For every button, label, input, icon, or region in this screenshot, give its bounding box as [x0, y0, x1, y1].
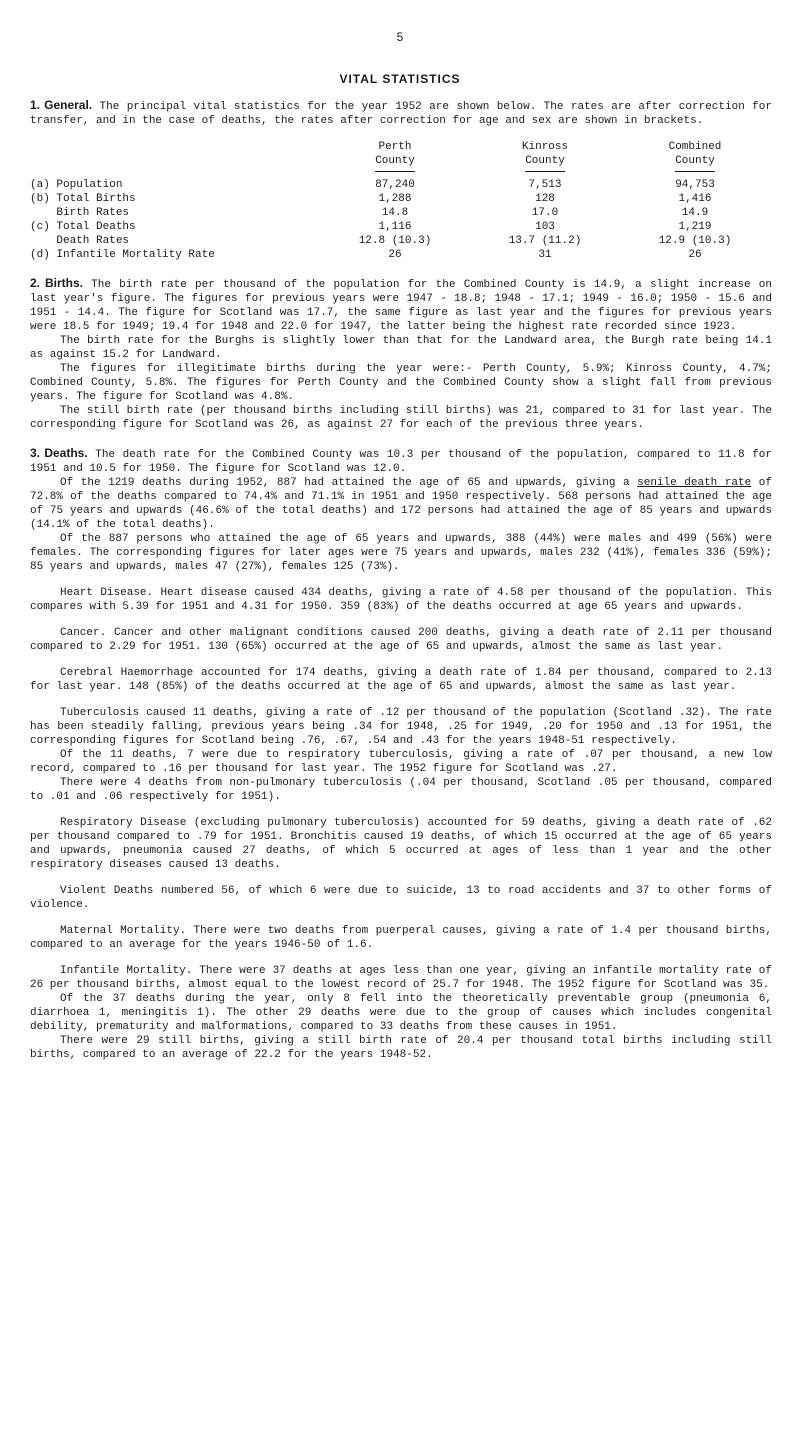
cell-perth: 1,288	[378, 193, 412, 205]
page-number: 5	[396, 30, 404, 44]
cell-perth: 14.8	[381, 207, 409, 219]
row-label: (c) Total Deaths	[30, 221, 136, 233]
table-row	[30, 220, 770, 234]
col-header-perth: Perth	[378, 141, 412, 153]
tuberculosis-paragraph-3: There were 4 deaths from non-pulmonary tuberculosis (.04 per thousand, Scotland .05 per thousand, compared to .01 and .06 respectively for 1951).	[30, 777, 772, 803]
row-label: (a) Population	[30, 179, 123, 191]
document-body	[30, 98, 772, 1062]
cerebral-haemorrhage-paragraph: Cerebral Haemorrhage accounted for 174 deaths, giving a death rate of 1.84 per thousand, compared to 2.13 for last year. 148 (85%) of the deaths occurred at the age of 65 and upwards, almost the same as last year.	[30, 667, 772, 693]
deaths-paragraph-3: Of the 887 persons who attained the age of 65 years and upwards, 388 (44%) were males and 499 (56%) were females. The corresponding figures for later ages were 75 years and upwards, males 232 (41%), females 336 (59%); 85 years and upwards, males 47 (27%), females 125 (73%).	[30, 533, 772, 573]
vital-statistics-table	[30, 140, 770, 262]
col-header-kinross: Kinross	[521, 141, 569, 153]
general-text: The principal vital statistics for the year 1952 are shown below. The rates are after correction for transfer, and in the case of deaths, the rates after correction for age and sex are shown in brackets.	[30, 101, 772, 127]
table-row	[30, 234, 770, 248]
births-paragraph-3: The figures for illegitimate births during the year were:- Perth County, 5.9%; Kinross County, 4.7%; Combined County, 5.8%. The figures for Perth County and the Combined County show a slight fall from previous years. The figure for Scotland was 4.8%.	[30, 363, 772, 403]
infantile-mortality-paragraph-2: Of the 37 deaths during the year, only 8 fell into the theoretically preventable group (pneumonia 6, diarrhoea 1, meningitis 1). The other 29 deaths were due to the group of causes which includes congenital debility, prematurity and malformations, compared to 33 deaths from these causes in 1951.	[30, 993, 772, 1033]
senile-death-rate-term: senile death rate	[637, 477, 752, 489]
tuberculosis-paragraph-2: Of the 11 deaths, 7 were due to respiratory tuberculosis, giving a rate of .07 per thousand, a new low record, compared to .16 per thousand for last year. The 1952 figure for Scotland was .27.	[30, 749, 772, 775]
births-heading: 2. Births.	[30, 276, 83, 290]
cell-kinross: 13.7 (11.2)	[508, 235, 582, 247]
cell-kinross: 103	[535, 221, 555, 233]
row-label: Birth Rates	[30, 207, 130, 219]
cancer-paragraph: Cancer. Cancer and other malignant conditions caused 200 deaths, giving a death rate of 2.11 per thousand compared to 2.29 for 1951. 130 (65%) occurred at the age of 65 and upwards, almost the same as last year.	[30, 627, 772, 653]
deaths-paragraph-2: Of the 1219 deaths during 1952, 887 had attained the age of 65 and upwards, giving a senile death rate of 72.8% of the deaths compared to 74.4% and 71.1% in 1951 and 1950 respectively. 568 persons had attained the age of 75 years and upwards (46.6% of the total deaths) and 172 persons had attained the age of 85 years and upwards (14.1% of the total deaths).	[30, 477, 772, 531]
cell-combined: 14.9	[681, 207, 709, 219]
general-heading: 1. General.	[30, 98, 93, 112]
tuberculosis-paragraph-1: Tuberculosis caused 11 deaths, giving a rate of .12 per thousand of the population (Scotland .32). The rate has been steadily falling, previous years being .34 for 1948, .25 for 1949, .20 for 1950 and .13 for 1951, the corresponding figures for Scotland being .76, .67, .54 and .43 for the years 1948-51 respectively.	[30, 707, 772, 747]
col-subheader-kinross: County	[525, 154, 565, 172]
row-label: Death Rates	[30, 235, 130, 247]
table-row	[30, 192, 770, 206]
table-row	[30, 248, 770, 262]
cell-kinross: 128	[535, 193, 555, 205]
cell-kinross: 17.0	[531, 207, 559, 219]
cell-kinross: 31	[538, 249, 552, 261]
cell-perth: 1,116	[378, 221, 412, 233]
deaths-paragraph-1: 3. Deaths. The death rate for the Combined County was 10.3 per thousand of the population, compared to 11.8 for 1951 and 10.5 for 1950. The figure for Scotland was 12.0.	[30, 446, 772, 475]
col-subheader-perth: County	[375, 154, 415, 172]
page-title: VITAL STATISTICS	[339, 72, 461, 86]
general-section	[30, 98, 772, 128]
cell-combined: 26	[688, 249, 702, 261]
table-row	[30, 178, 770, 192]
cell-combined: 1,219	[678, 221, 712, 233]
infantile-mortality-paragraph-1: Infantile Mortality. There were 37 deaths at ages less than one year, giving an infantile mortality rate of 26 per thousand births, almost equal to the lowest record of 25.7 for 1948. The 1952 figure for Scotland was 35.	[30, 965, 772, 991]
cell-perth: 87,240	[375, 179, 415, 191]
col-subheader-combined: County	[675, 154, 715, 172]
cell-perth: 26	[388, 249, 402, 261]
row-label: (b) Total Births	[30, 193, 136, 205]
deaths-heading: 3. Deaths.	[30, 446, 88, 460]
table-row	[30, 206, 770, 220]
maternal-mortality-paragraph: Maternal Mortality. There were two deaths from puerperal causes, giving a rate of 1.4 per thousand births, compared to an average for the years 1946-50 of 1.6.	[30, 925, 772, 951]
births-paragraph-2: The birth rate for the Burghs is slightly lower than that for the Landward area, the Burgh rate being 14.1 as against 15.2 for Landward.	[30, 335, 772, 361]
violent-deaths-paragraph: Violent Deaths numbered 56, of which 6 were due to suicide, 13 to road accidents and 37 to other forms of violence.	[30, 885, 772, 911]
cell-combined: 12.9 (10.3)	[658, 235, 732, 247]
col-header-combined: Combined	[668, 141, 722, 153]
cell-kinross: 7,513	[528, 179, 562, 191]
cell-combined: 94,753	[675, 179, 715, 191]
respiratory-disease-paragraph: Respiratory Disease (excluding pulmonary tuberculosis) accounted for 59 deaths, giving a death rate of .62 per thousand compared to .79 for 1951. Bronchitis caused 19 deaths, of which 15 occurred at the age of 65 years and upwards, pneumonia caused 27 deaths, of which 5 occurred at ages of less than 1 year and the other respiratory diseases caused 13 deaths.	[30, 817, 772, 871]
heart-disease-paragraph: Heart Disease. Heart disease caused 434 deaths, giving a rate of 4.58 per thousand of the population. This compares with 5.39 for 1951 and 4.31 for 1950. 359 (83%) of the deaths occurred at age 65 years and upwards.	[30, 587, 772, 613]
row-label: (d) Infantile Mortality Rate	[30, 249, 215, 261]
still-births-paragraph: There were 29 still births, giving a still birth rate of 20.4 per thousand total births including still births, compared to an average of 22.2 for the years 1948-52.	[30, 1035, 772, 1061]
cell-perth: 12.8 (10.3)	[358, 235, 432, 247]
births-paragraph-4: The still birth rate (per thousand births including still births) was 21, compared to 31 for last year. The corresponding figure for Scotland was 26, as against 27 for each of the previous three years.	[30, 405, 772, 431]
cell-combined: 1,416	[678, 193, 712, 205]
births-paragraph-1: 2. Births. The birth rate per thousand of the population for the Combined County is 14.9, a slight increase on last year's figure. The figures for previous years were 1947 - 18.8; 1948 - 17.1; 1949 - 16.0; 1950 - 15.6 and 1951 - 14.4. The figure for Scotland was 17.7, the same figure as last year and the figures for previous years were 18.5 for 1949; 19.4 for 1948 and 22.0 for 1947, the latter being the highest rate recorded since 1923.	[30, 276, 772, 333]
